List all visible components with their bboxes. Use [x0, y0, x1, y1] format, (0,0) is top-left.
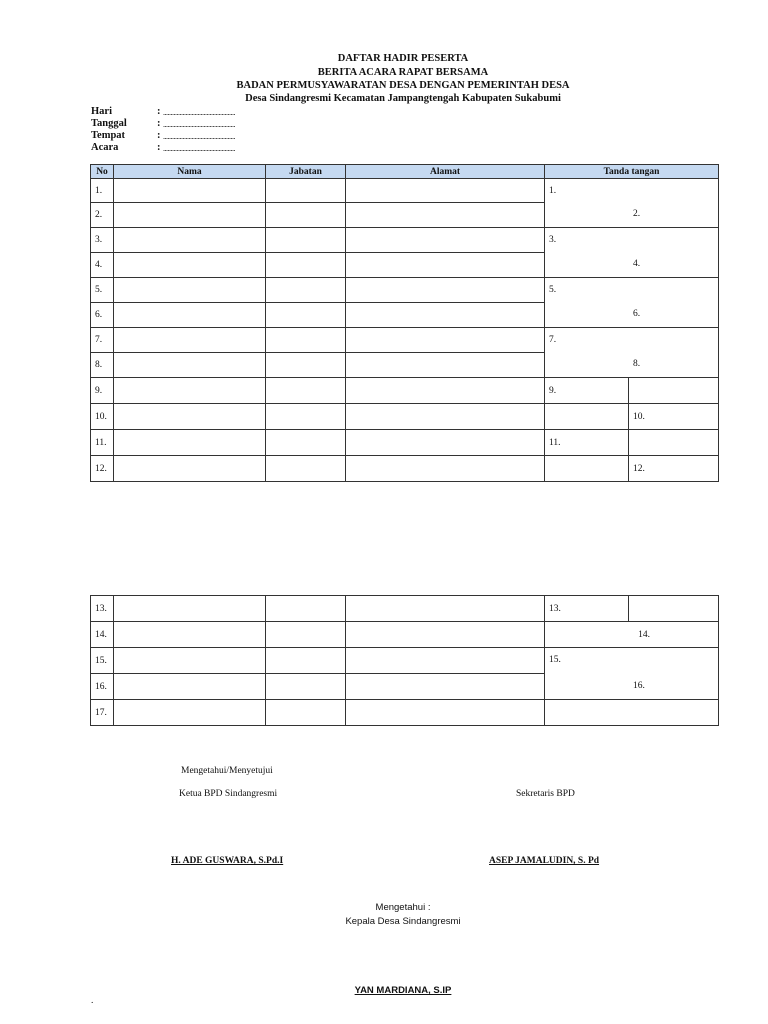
- signature-number: 14.: [638, 629, 650, 640]
- meta-colon: :: [157, 142, 161, 153]
- meta-label-tanggal: Tanggal: [91, 118, 127, 129]
- jabatan-cell[interactable]: [266, 622, 346, 648]
- stray-dot: .: [91, 996, 94, 1006]
- nama-cell[interactable]: [114, 228, 266, 253]
- nama-cell[interactable]: [114, 674, 266, 700]
- nama-cell[interactable]: [114, 353, 266, 378]
- table-row: [91, 404, 719, 430]
- attendance-table-continued: [90, 595, 719, 726]
- row-number: 15.: [91, 648, 114, 674]
- table-row: [91, 328, 719, 353]
- alamat-cell[interactable]: [346, 648, 545, 674]
- meta-dots: ................................................: [163, 108, 235, 117]
- row-number: 4.: [91, 253, 114, 278]
- table-row: [91, 596, 719, 622]
- alamat-cell[interactable]: [346, 622, 545, 648]
- row-number: 2.: [91, 203, 114, 228]
- signature-cell[interactable]: [545, 622, 719, 648]
- jabatan-cell[interactable]: [266, 228, 346, 253]
- alamat-cell[interactable]: [346, 674, 545, 700]
- alamat-cell[interactable]: [346, 404, 545, 430]
- signature-number: 10.: [633, 411, 645, 422]
- signature-cell[interactable]: [629, 456, 719, 482]
- col-header-tanda-tangan: Tanda tangan: [545, 165, 719, 179]
- signature-number: 4.: [633, 259, 641, 269]
- signature-cell[interactable]: [545, 404, 629, 430]
- jabatan-cell[interactable]: [266, 430, 346, 456]
- signature-cell[interactable]: [629, 430, 719, 456]
- nama-cell[interactable]: [114, 203, 266, 228]
- table-row: [91, 430, 719, 456]
- alamat-cell[interactable]: [346, 378, 545, 404]
- nama-cell[interactable]: [114, 700, 266, 726]
- jabatan-cell[interactable]: [266, 253, 346, 278]
- sekretaris-title: Sekretaris BPD: [516, 789, 575, 799]
- alamat-cell[interactable]: [346, 700, 545, 726]
- signature-cell[interactable]: [545, 179, 719, 228]
- nama-cell[interactable]: [114, 303, 266, 328]
- jabatan-cell[interactable]: [266, 404, 346, 430]
- alamat-cell[interactable]: [346, 278, 545, 303]
- row-number: 9.: [91, 378, 114, 404]
- alamat-cell[interactable]: [346, 303, 545, 328]
- signature-number: 9.: [549, 385, 557, 396]
- meta-colon: :: [157, 118, 161, 129]
- signature-number: 5.: [549, 285, 557, 295]
- alamat-cell[interactable]: [346, 179, 545, 203]
- meta-label-acara: Acara: [91, 142, 119, 153]
- signature-number: 1.: [549, 186, 557, 196]
- signature-number: 15.: [549, 655, 561, 665]
- alamat-cell[interactable]: [346, 253, 545, 278]
- signature-cell[interactable]: [629, 404, 719, 430]
- nama-cell[interactable]: [114, 378, 266, 404]
- alamat-cell[interactable]: [346, 353, 545, 378]
- row-number: 14.: [91, 622, 114, 648]
- doc-subtitle-2: BADAN PERMUSYAWARATAN DESA DENGAN PEMERINTAH DESA: [236, 80, 570, 91]
- ketua-name: H. ADE GUSWARA, S.Pd.I: [171, 856, 284, 866]
- row-number: 8.: [91, 353, 114, 378]
- signature-number: 12.: [633, 463, 645, 474]
- mengetahui-label: Mengetahui :: [375, 902, 431, 913]
- nama-cell[interactable]: [114, 456, 266, 482]
- signature-number: 16.: [633, 681, 645, 691]
- meta-colon: :: [157, 106, 161, 117]
- col-header-alamat: Alamat: [346, 165, 545, 179]
- row-number: 6.: [91, 303, 114, 328]
- row-number: 10.: [91, 404, 114, 430]
- jabatan-cell[interactable]: [266, 700, 346, 726]
- nama-cell[interactable]: [114, 430, 266, 456]
- row-number: 13.: [91, 596, 114, 622]
- table-row: [91, 278, 719, 303]
- signature-number: 3.: [549, 235, 557, 245]
- jabatan-cell[interactable]: [266, 179, 346, 203]
- alamat-cell[interactable]: [346, 456, 545, 482]
- signature-number: 8.: [633, 359, 641, 369]
- nama-cell[interactable]: [114, 328, 266, 353]
- signature-cell[interactable]: [545, 378, 629, 404]
- col-header-jabatan: Jabatan: [266, 165, 346, 179]
- jabatan-cell[interactable]: [266, 303, 346, 328]
- alamat-cell[interactable]: [346, 430, 545, 456]
- approval-label: Mengetahui/Menyetujui: [181, 766, 273, 776]
- signature-cell[interactable]: [545, 648, 719, 700]
- signature-cell[interactable]: [545, 456, 629, 482]
- row-number: 11.: [91, 430, 114, 456]
- doc-subtitle: BERITA ACARA RAPAT BERSAMA: [317, 67, 489, 78]
- table-row: [91, 700, 719, 726]
- meta-dots: ................................................: [163, 132, 235, 141]
- signature-cell[interactable]: [545, 430, 629, 456]
- col-header-no: No: [91, 165, 114, 179]
- meta-label-hari: Hari: [91, 106, 112, 117]
- signature-number: 6.: [633, 309, 641, 319]
- ketua-title: Ketua BPD Sindangresmi: [179, 789, 278, 799]
- jabatan-cell[interactable]: [266, 378, 346, 404]
- jabatan-cell[interactable]: [266, 596, 346, 622]
- jabatan-cell[interactable]: [266, 203, 346, 228]
- row-number: 1.: [91, 179, 114, 203]
- alamat-cell[interactable]: [346, 328, 545, 353]
- row-number: 3.: [91, 228, 114, 253]
- jabatan-cell[interactable]: [266, 648, 346, 674]
- doc-location: Desa Sindangresmi Kecamatan Jampangtengah Kabupaten Sukabumi: [245, 93, 561, 104]
- kepala-desa-title: Kepala Desa Sindangresmi: [345, 916, 461, 927]
- signature-cell[interactable]: [545, 278, 719, 328]
- signature-number: 13.: [549, 603, 561, 614]
- meta-dots: ................................................: [163, 120, 235, 129]
- signature-cell[interactable]: [545, 228, 719, 278]
- signature-cell[interactable]: [545, 700, 719, 726]
- row-number: 5.: [91, 278, 114, 303]
- jabatan-cell[interactable]: [266, 353, 346, 378]
- col-header-nama: Nama: [114, 165, 266, 179]
- alamat-cell[interactable]: [346, 596, 545, 622]
- attendance-table: [90, 164, 719, 482]
- signature-number: 7.: [549, 335, 557, 345]
- kepala-desa-name: YAN MARDIANA, S.IP: [354, 985, 452, 996]
- signature-cell[interactable]: [545, 596, 629, 622]
- row-number: 12.: [91, 456, 114, 482]
- sekretaris-name: ASEP JAMALUDIN, S. Pd: [489, 856, 600, 866]
- nama-cell[interactable]: [114, 596, 266, 622]
- signature-cell[interactable]: [629, 378, 719, 404]
- table-row: [91, 622, 719, 648]
- doc-title: DAFTAR HADIR PESERTA: [337, 53, 469, 64]
- signature-cell[interactable]: [629, 596, 719, 622]
- table-row: [91, 228, 719, 253]
- row-number: 16.: [91, 674, 114, 700]
- signature-number: 2.: [633, 209, 641, 219]
- nama-cell[interactable]: [114, 179, 266, 203]
- row-number: 17.: [91, 700, 114, 726]
- table-row: [91, 648, 719, 674]
- alamat-cell[interactable]: [346, 203, 545, 228]
- table-row: [91, 179, 719, 203]
- table-row: [91, 378, 719, 404]
- row-number: 7.: [91, 328, 114, 353]
- nama-cell[interactable]: [114, 253, 266, 278]
- meta-colon: :: [157, 130, 161, 141]
- nama-cell[interactable]: [114, 404, 266, 430]
- meta-label-tempat: Tempat: [91, 130, 126, 141]
- nama-cell[interactable]: [114, 622, 266, 648]
- table-row: [91, 456, 719, 482]
- table-header-row: [91, 165, 719, 179]
- meta-dots: ................................................: [163, 144, 235, 153]
- jabatan-cell[interactable]: [266, 456, 346, 482]
- signature-number: 11.: [549, 437, 561, 448]
- jabatan-cell[interactable]: [266, 674, 346, 700]
- nama-cell[interactable]: [114, 648, 266, 674]
- nama-cell[interactable]: [114, 278, 266, 303]
- alamat-cell[interactable]: [346, 228, 545, 253]
- jabatan-cell[interactable]: [266, 278, 346, 303]
- signature-cell[interactable]: [545, 328, 719, 378]
- jabatan-cell[interactable]: [266, 328, 346, 353]
